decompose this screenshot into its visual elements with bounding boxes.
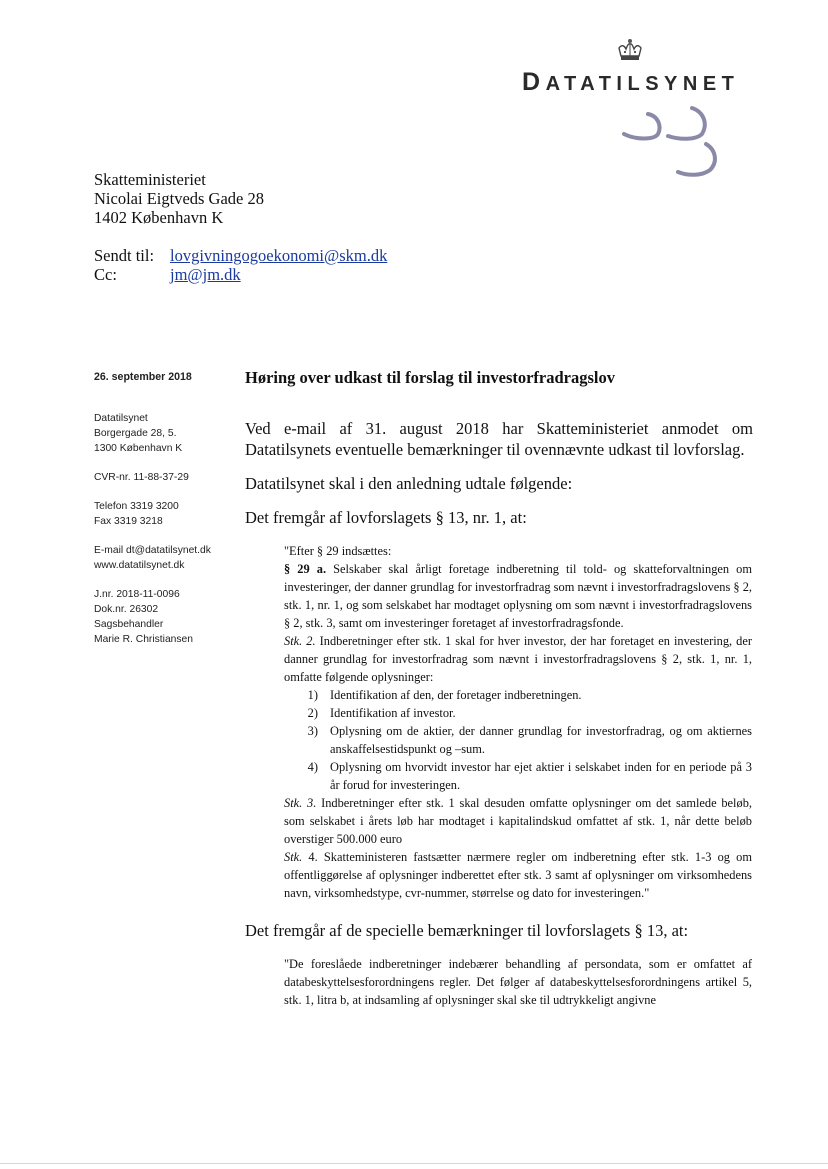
sent-to-email-link[interactable]: lovgivningogoekonomi@skm.dk xyxy=(170,246,388,265)
paragraph-intro: Ved e-mail af 31. august 2018 har Skatteministeriet anmodet om Datatilsynets eventuelle bemærkninger til ovennævnte udkast til lovforslag. xyxy=(245,419,753,459)
letter-title: Høring over udkast til forslag til investorfradragslov xyxy=(245,368,616,387)
sender-fax: Fax 3319 3218 xyxy=(94,516,163,527)
brand-wordmark: DATATILSYNET xyxy=(522,68,740,96)
list-item: 2) Identifikation af investor. xyxy=(307,706,456,720)
paragraph-remarks: Det fremgår af de specielle bemærkninger til lovforslagets § 13, at: xyxy=(245,921,689,940)
letter-date: 26. september 2018 xyxy=(94,371,192,383)
recipient-city: 1402 København K xyxy=(94,208,224,227)
sender-email: E-mail dt@datatilsynet.dk xyxy=(94,545,211,556)
sender-org: Datatilsynet xyxy=(94,413,148,424)
case-handler-label: Sagsbehandler xyxy=(94,619,164,630)
handwritten-initials xyxy=(618,104,728,184)
sender-city: 1300 København K xyxy=(94,443,183,454)
quote-list xyxy=(284,686,752,794)
page-edge xyxy=(0,1163,828,1164)
recipient-street: Nicolai Eigtveds Gade 28 xyxy=(94,189,264,208)
recipient-name: Skatteministeriet xyxy=(94,170,206,189)
sent-to-block xyxy=(94,246,387,284)
sender-sidebar xyxy=(94,370,234,647)
letter-body xyxy=(245,368,753,1009)
document-number: Dok.nr. 26302 xyxy=(94,604,159,615)
crown-icon xyxy=(615,38,645,64)
quote-intro: "Efter § 29 indsættes: xyxy=(284,544,392,558)
quote-stk4: Stk. 4. Skatteministeren fastsætter nærmere regler om indberetning efter stk. 1-3 og om offentliggørelse af oplysninger indberettet efter stk. 3 samt af oplysninger om virksomhedens navn, virksomhedstype, cvr-nummer, størrelse og dato for investeringen." xyxy=(284,850,752,900)
quote-section-29a: § 29 a. Selskaber skal årligt foretage indberetning til told- og skatteforvaltningen om investeringer, der danner grundlag for investorfradrag som nævnt i investorfradragslovens § 2, stk. 1, nr. 1, og som selskabet har modtaget oplysning om som nævnt i investorfradragslovens § 2, stk. 3, samt om investeringer foretaget af investorfradragsfonde. xyxy=(284,562,753,630)
law-quote xyxy=(284,542,752,902)
remarks-quote: "De foreslåede indberetninger indebærer behandling af persondata, som er omfattet af databeskyttelsesforordningens regler. Det følger af databeskyttelsesforordningens artikel 5, stk. 1, litra b, at indsamling af oplysninger skal ske til udtrykkeligt angivne xyxy=(284,957,752,1007)
paragraph-statement: Datatilsynet skal i den anledning udtale følgende: xyxy=(245,474,573,493)
datatilsynet-logo xyxy=(522,38,738,97)
sent-to-label: Sendt til: xyxy=(94,246,155,265)
cc-email-link[interactable]: jm@jm.dk xyxy=(170,265,241,284)
journal-number: J.nr. 2018-11-0096 xyxy=(94,589,180,600)
quote-stk2: Stk. 2. Indberetninger efter stk. 1 skal for hver investor, der har foretaget en investering, der danner grundlag for investorfradrag som nævnt i investorfradragslovens § 2, stk. 1, nr. 1, omfatte følgende oplysninger: xyxy=(284,634,752,684)
quote-stk3: Stk. 3. Indberetninger efter stk. 1 skal desuden omfatte oplysninger om det samlede beløb, som selskabet i årets løb har modtaget i kapitalindskud omfattet af stk. 1, når dette beløb overstiger 500.000 euro xyxy=(284,796,752,846)
sender-phone: Telefon 3319 3200 xyxy=(94,501,179,512)
list-item: 1) Identifikation af den, der foretager indberetningen. xyxy=(307,688,582,702)
sender-cvr: CVR-nr. 11-88-37-29 xyxy=(94,472,189,483)
case-handler-name: Marie R. Christiansen xyxy=(94,634,193,645)
sender-web: www.datatilsynet.dk xyxy=(94,560,185,571)
recipient-address xyxy=(94,170,264,227)
list-item: 3) Oplysning om de aktier, der danner grundlag for investorfradrag, og om aktiernes anskaffelsestidspunkt og –sum. xyxy=(307,724,752,756)
sender-street: Borgergade 28, 5. xyxy=(94,428,177,439)
paragraph-reference: Det fremgår af lovforslagets § 13, nr. 1, at: xyxy=(245,508,527,527)
list-item: 4) Oplysning om hvorvidt investor har ejet aktier i selskabet inden for en periode på 3 år forud for investeringen. xyxy=(307,760,752,792)
cc-label: Cc: xyxy=(94,265,117,284)
